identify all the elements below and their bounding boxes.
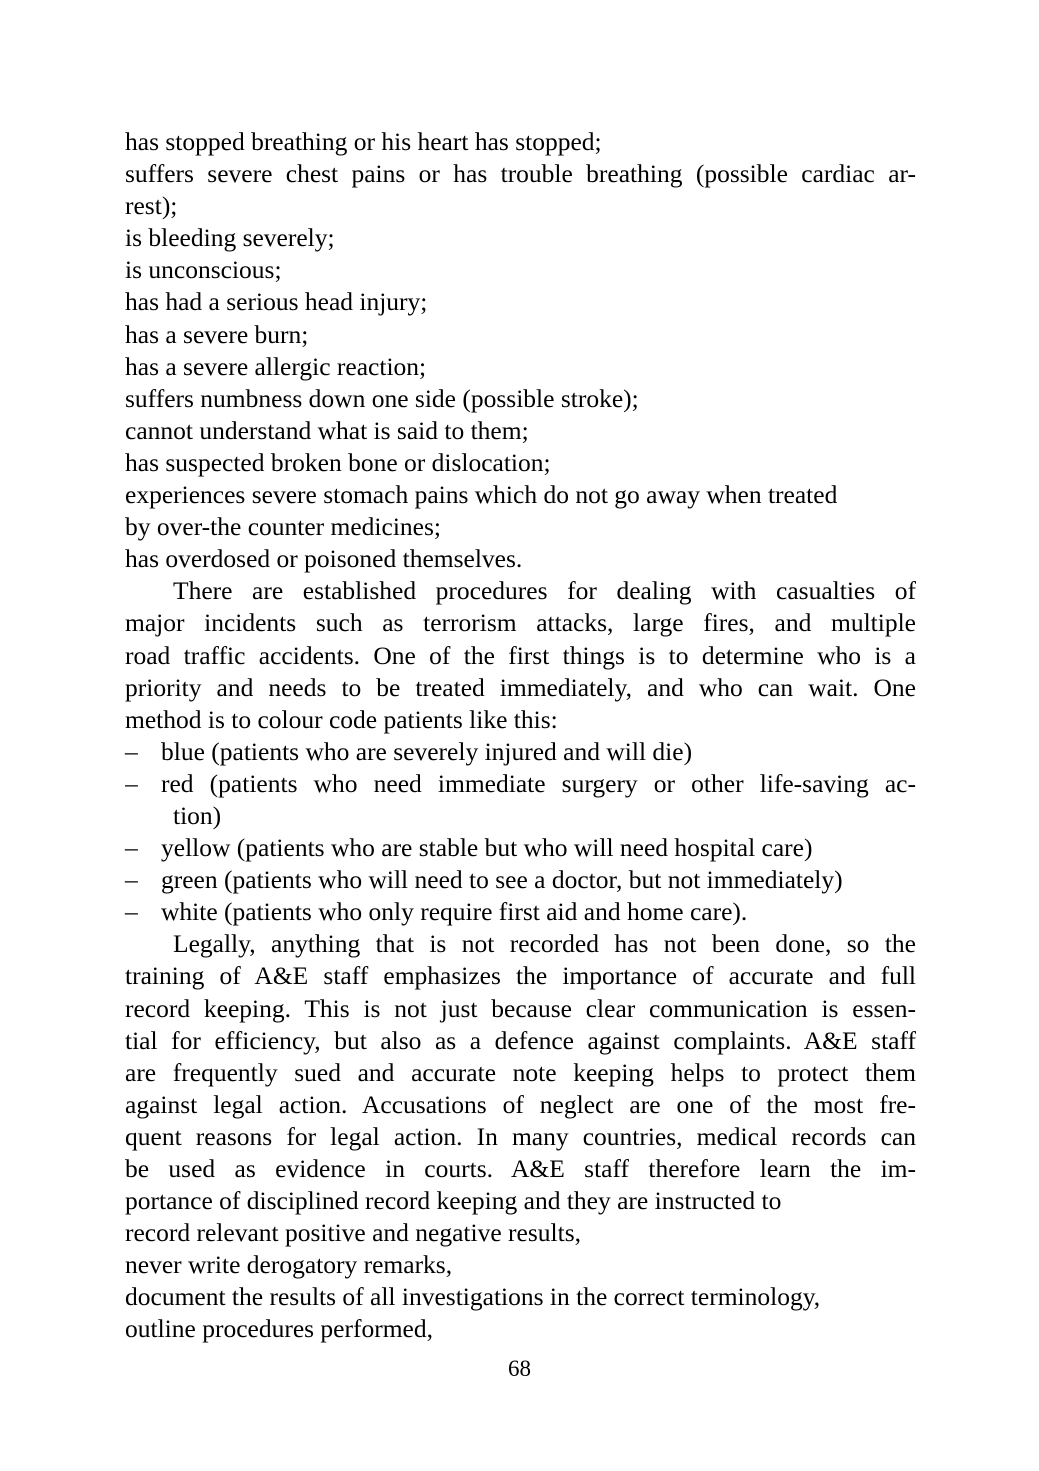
page-body: [125, 126, 916, 1346]
paragraph-line: Legally, anything that is not recorded has not been done, so the: [173, 929, 916, 959]
paragraph-line: major incidents such as terrorism attacks, large fires, and multiple: [125, 608, 916, 638]
dash-bullet: –: [125, 865, 138, 895]
paragraph-line: There are established procedures for dealing with casualties of: [173, 576, 916, 606]
paragraph-line: priority and needs to be treated immediately, and who can wait. One: [125, 672, 916, 702]
record-rule-line: record relevant positive and negative results,: [125, 1218, 581, 1248]
paragraph-line: road traffic accidents. One of the first things is to determine who is a: [125, 640, 916, 670]
symptom-line: suffers severe chest pains or has trouble breathing (possible cardiac ar-: [125, 159, 916, 189]
color-code-text: red (patients who need immediate surgery or other life-saving ac-: [161, 768, 916, 798]
paragraph-line: tial for efficiency, but also as a defence against complaints. A&E staff: [125, 1025, 916, 1055]
color-code-text: white (patients who only require first aid and home care).: [161, 897, 748, 927]
symptom-line: is unconscious;: [125, 255, 282, 285]
paragraph-line: quent reasons for legal action. In many countries, medical records can: [125, 1121, 916, 1151]
color-code-text: blue (patients who are severely injured and will die): [161, 736, 693, 766]
page-number: 68: [508, 1356, 531, 1381]
color-code-item: [125, 864, 916, 896]
color-code-item: [125, 832, 916, 864]
color-code-text: green (patients who will need to see a doctor, but not immediately): [161, 865, 843, 895]
dash-bullet: –: [125, 736, 138, 766]
symptom-line: has stopped breathing or his heart has stopped;: [125, 127, 602, 156]
symptom-line: has suspected broken bone or dislocation;: [125, 447, 551, 477]
symptom-line: has had a serious head injury;: [125, 287, 428, 317]
symptom-line: by over-the counter medicines;: [125, 512, 441, 542]
color-code-continuation: tion): [173, 800, 222, 830]
color-code-item: [125, 768, 916, 800]
dash-bullet: –: [125, 897, 138, 927]
paragraph-line: method is to colour code patients like this:: [125, 704, 558, 734]
symptom-line: has a severe allergic reaction;: [125, 351, 427, 381]
paragraph-line: record keeping. This is not just because clear communication is essen-: [125, 993, 916, 1023]
record-rule-line: outline procedures performed,: [125, 1314, 434, 1344]
symptom-line: experiences severe stomach pains which do not go away when treated: [125, 480, 838, 510]
paragraph-line: against legal action. Accusations of neglect are one of the most fre-: [125, 1089, 916, 1119]
color-code-item: [125, 736, 916, 768]
symptom-line: rest);: [125, 191, 178, 221]
symptom-line: suffers numbness down one side (possible stroke);: [125, 383, 639, 413]
color-code-text: yellow (patients who are stable but who will need hospital care): [161, 833, 813, 863]
color-code-item: [125, 896, 916, 928]
symptom-line: is bleeding severely;: [125, 223, 335, 253]
dash-bullet: –: [125, 768, 138, 798]
symptom-line: cannot understand what is said to them;: [125, 415, 529, 445]
symptom-line: has overdosed or poisoned themselves.: [125, 544, 523, 574]
paragraph-line: be used as evidence in courts. A&E staff therefore learn the im-: [125, 1154, 916, 1183]
record-rule-line: document the results of all investigations in the correct terminology,: [125, 1282, 821, 1312]
record-rule-line: never write derogatory remarks,: [125, 1250, 453, 1280]
paragraph-line: are frequently sued and accurate note keeping helps to protect them: [125, 1057, 916, 1087]
dash-bullet: –: [125, 833, 138, 863]
paragraph-line: training of A&E staff emphasizes the importance of accurate and full: [125, 961, 916, 991]
symptom-line: has a severe burn;: [125, 319, 309, 349]
paragraph-line: portance of disciplined record keeping and they are instructed to: [125, 1186, 782, 1216]
